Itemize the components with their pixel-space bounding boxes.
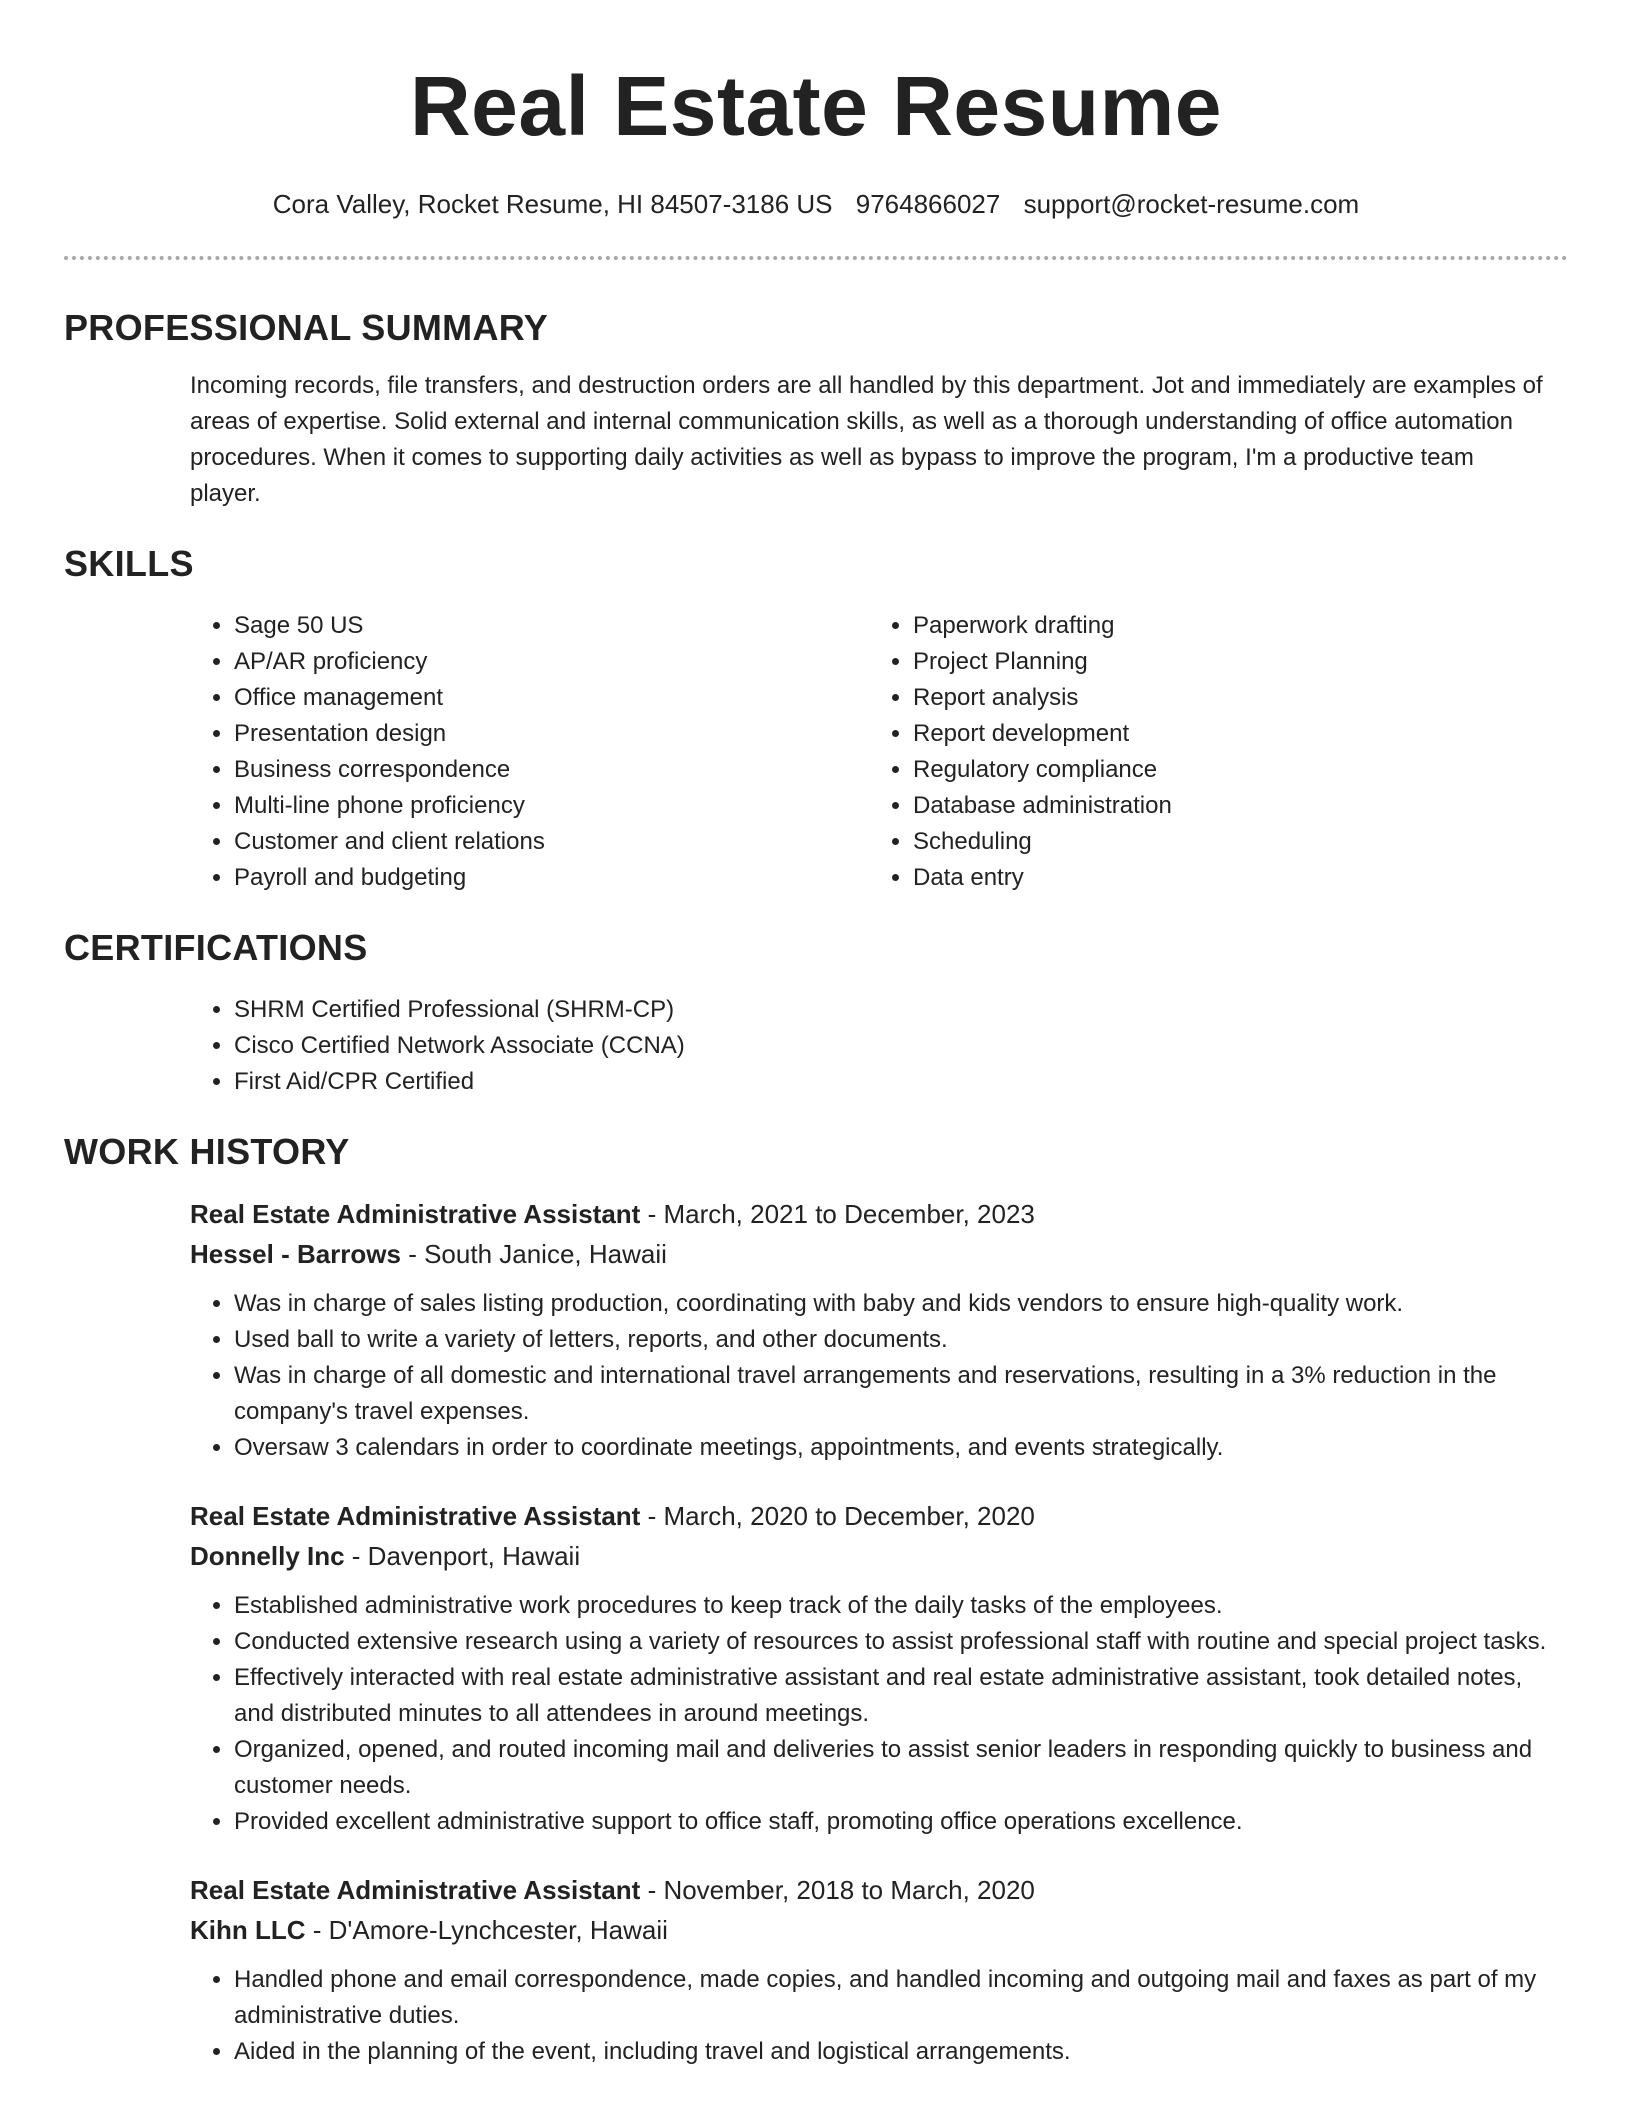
job-bullet: • Used ball to write a variety of letters, reports, and other documents. [234,1322,1548,1358]
job-location: - D'Amore-Lynchcester, Hawaii [305,1915,668,1945]
contact-address: Cora Valley, Rocket Resume, HI 84507-3186 US [272,189,833,219]
header-divider [64,256,1568,260]
resume-header [0,0,1632,222]
job-bullet: • Effectively interacted with real estate administrative assistant and real estate administrative assistant, took detailed notes, and distributed minutes to all attendees in around meetings. [234,1660,1548,1732]
job-location: - South Janice, Hawaii [400,1239,667,1269]
job-bullets [190,1962,1548,2070]
skill-item: • Report analysis [913,680,1548,716]
section-title-certifications: CERTIFICATIONS [64,927,368,968]
skill-item: • AP/AR proficiency [234,644,869,680]
section-title-work-history: WORK HISTORY [64,1131,350,1172]
skill-item: • Multi-line phone proficiency [234,788,869,824]
job-entry [190,1870,1548,2070]
job-company-line [190,1536,1548,1576]
contact-phone: 9764866027 [855,189,1001,219]
job-bullets [190,1286,1548,1466]
certifications-section [64,926,1568,1100]
certification-item: • First Aid/CPR Certified [234,1064,1548,1100]
certifications-list [190,992,1548,1100]
skill-item: • Customer and client relations [234,824,869,860]
job-dates: - March, 2020 to December, 2020 [640,1501,1035,1531]
job-bullet: • Conducted extensive research using a variety of resources to assist professional staff with routine and special project tasks. [234,1624,1548,1660]
job-title-line [190,1870,1548,1910]
contact-email: support@rocket-resume.com [1023,189,1360,219]
job-bullet: • Aided in the planning of the event, including travel and logistical arrangements. [234,2034,1548,2070]
work-history-section [64,1130,1568,2070]
skill-item: • Presentation design [234,716,869,752]
skill-item: • Sage 50 US [234,608,869,644]
job-bullet: • Was in charge of sales listing production, coordinating with baby and kids vendors to ensure high-quality work. [234,1286,1548,1322]
job-title-line [190,1194,1548,1234]
skills-section [64,542,1568,896]
section-title-skills: SKILLS [64,543,194,584]
job-company-line [190,1910,1548,1950]
resume-name: Real Estate Resume [409,59,1223,153]
job-location: - Davenport, Hawaii [344,1541,581,1571]
skills-column-right [869,608,1548,896]
job-title: Real Estate Administrative Assistant [190,1501,641,1531]
job-bullet: • Organized, opened, and routed incoming mail and deliveries to assist senior leaders in responding quickly to business and customer needs. [234,1732,1548,1804]
certification-item: • Cisco Certified Network Associate (CCNA) [234,1028,1548,1064]
skill-item: • Data entry [913,860,1548,896]
skill-item: • Paperwork drafting [913,608,1548,644]
skill-item: • Database administration [913,788,1548,824]
job-bullet: • Provided excellent administrative support to office staff, promoting office operations excellence. [234,1804,1548,1840]
job-entry [190,1194,1548,1466]
job-company: Kihn LLC [190,1915,306,1945]
skill-item: • Office management [234,680,869,716]
section-title-summary: PROFESSIONAL SUMMARY [64,307,549,348]
job-dates: - November, 2018 to March, 2020 [640,1875,1035,1905]
job-company: Hessel - Barrows [190,1239,401,1269]
skill-item: • Scheduling [913,824,1548,860]
job-entry [190,1496,1548,1840]
job-company: Donnelly Inc [190,1541,345,1571]
job-bullet: • Was in charge of all domestic and international travel arrangements and reservations, resulting in a 3% reduction in the company's travel expenses. [234,1358,1548,1430]
job-dates: - March, 2021 to December, 2023 [640,1199,1035,1229]
skill-item: • Payroll and budgeting [234,860,869,896]
skill-item: • Report development [913,716,1548,752]
job-title: Real Estate Administrative Assistant [190,1199,641,1229]
skill-item: • Business correspondence [234,752,869,788]
summary-text: Incoming records, file transfers, and destruction orders are all handled by this department. Jot and immediately are examples of areas of expertise. Solid external and internal communication skills, as well as a thorough understanding of office automation procedures. When it comes to supporting daily activities as well as bypass to improve the program, I'm a productive team player. [190,372,1543,507]
skill-item: • Project Planning [913,644,1548,680]
job-bullet: • Handled phone and email correspondence, made copies, and handled incoming and outgoing mail and faxes as part of my administrative duties. [234,1962,1548,2034]
skill-item: • Regulatory compliance [913,752,1548,788]
certification-item: • SHRM Certified Professional (SHRM-CP) [234,992,1548,1028]
summary-section [64,306,1568,512]
job-bullets [190,1588,1548,1840]
contact-line [0,186,1632,222]
job-bullet: • Established administrative work procedures to keep track of the daily tasks of the employees. [234,1588,1548,1624]
job-title-line [190,1496,1548,1536]
skills-column-left [190,608,869,896]
job-bullet: • Oversaw 3 calendars in order to coordinate meetings, appointments, and events strategically. [234,1430,1548,1466]
job-title: Real Estate Administrative Assistant [190,1875,641,1905]
job-company-line [190,1234,1548,1274]
skills-columns [190,608,1548,896]
